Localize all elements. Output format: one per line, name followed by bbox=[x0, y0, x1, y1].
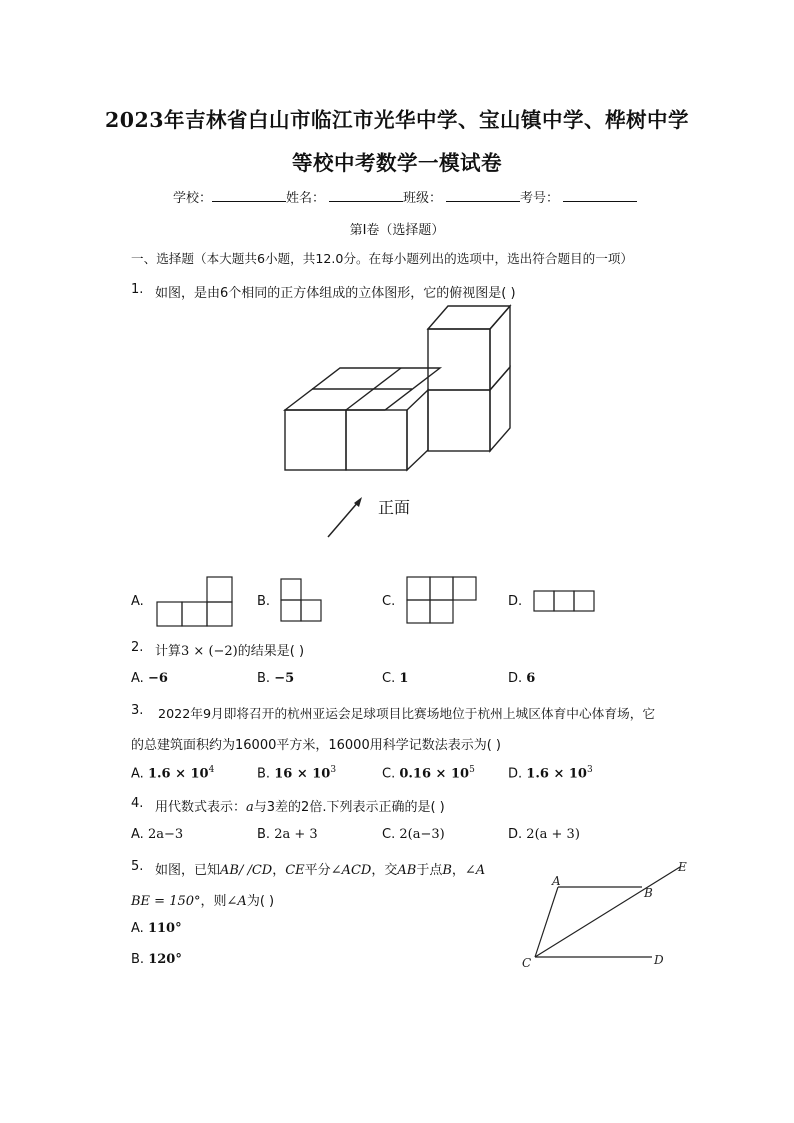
q1-option-a-letter[interactable]: A. bbox=[131, 594, 144, 609]
class-blank bbox=[446, 189, 520, 202]
option-exponent: 4 bbox=[208, 765, 215, 775]
q4-stem-tail: 与3差的2倍.下列表示正确的是( ) bbox=[253, 800, 445, 815]
option-letter: D. bbox=[508, 671, 523, 686]
q5-text: 为( ) bbox=[246, 894, 275, 909]
option-exponent: 5 bbox=[469, 765, 475, 775]
q5-math: ∠A bbox=[464, 863, 486, 878]
q5-number: 5. bbox=[131, 859, 144, 874]
option-mantissa: 0.16 × 10 bbox=[399, 766, 470, 782]
option-mantissa: 16 × 10 bbox=[274, 766, 331, 782]
q5-math: CE bbox=[285, 863, 305, 878]
q1-stem: 如图，是由6个相同的正方体组成的立体图形，它的俯视图是( ) bbox=[155, 286, 516, 301]
option-letter: D. bbox=[508, 766, 523, 782]
option-value: 6 bbox=[526, 671, 536, 686]
option-value: 2(a + 3) bbox=[526, 827, 580, 842]
q1-option-c-figure bbox=[406, 576, 478, 626]
option-value: 110° bbox=[147, 921, 182, 936]
q5-stem-line2 bbox=[131, 890, 274, 909]
exam-title-line2: 等校中考数学一模试卷 bbox=[292, 151, 502, 175]
option-value: 120° bbox=[148, 952, 182, 967]
q4-option-d[interactable] bbox=[508, 827, 580, 842]
q5-text: ，则 bbox=[200, 894, 227, 909]
name-label: 姓名： bbox=[286, 191, 326, 206]
option-value: 2a + 3 bbox=[274, 827, 318, 842]
q5-geometry-figure bbox=[510, 855, 710, 975]
q1-option-a-figure bbox=[156, 576, 234, 628]
q1-option-c-letter[interactable]: C. bbox=[382, 594, 396, 609]
q5-text: 如图，已知 bbox=[155, 863, 221, 878]
school-blank bbox=[212, 189, 286, 202]
q3-option-a[interactable] bbox=[131, 765, 214, 781]
q2-stem-tail: 的结果是( ) bbox=[237, 644, 305, 659]
point-b-label: B bbox=[644, 886, 653, 900]
q5-text: 于点 bbox=[416, 863, 443, 878]
option-letter: B. bbox=[257, 766, 271, 782]
q2-stem bbox=[155, 640, 304, 659]
q5-math: BE = 150° bbox=[131, 894, 201, 909]
option-letter: C. bbox=[382, 766, 396, 782]
q2-option-b[interactable] bbox=[257, 671, 294, 686]
q4-option-a[interactable] bbox=[131, 827, 183, 842]
q5-text: ，交 bbox=[371, 863, 398, 878]
q4-variable: a bbox=[246, 800, 254, 815]
front-label: 正面 bbox=[378, 498, 411, 517]
q4-option-b[interactable] bbox=[257, 827, 318, 842]
q3-option-c[interactable] bbox=[382, 765, 475, 781]
q4-stem bbox=[155, 796, 445, 815]
name-blank bbox=[329, 189, 403, 202]
front-direction-arrow-icon bbox=[325, 495, 365, 540]
q2-option-c[interactable] bbox=[382, 671, 408, 686]
q5-math: B bbox=[442, 863, 452, 878]
q3-stem-line2: 的总建筑面积约为16000平方米，16000用科学记数法表示为( ) bbox=[131, 738, 501, 753]
q5-text: 平分 bbox=[304, 863, 331, 878]
q5-option-a[interactable] bbox=[131, 921, 182, 936]
q2-option-a[interactable] bbox=[131, 671, 168, 686]
q2-stem-text: 计算 bbox=[155, 644, 182, 659]
q4-number: 4. bbox=[131, 796, 144, 811]
q1-option-d-letter[interactable]: D. bbox=[508, 594, 523, 609]
option-value: −6 bbox=[147, 671, 168, 686]
q5-math: AB/ /CD bbox=[220, 863, 273, 878]
q2-option-d[interactable] bbox=[508, 671, 535, 686]
q2-expression: 3 × (−2) bbox=[181, 644, 238, 659]
q1-option-b-letter[interactable]: B. bbox=[257, 594, 271, 609]
option-letter: C. bbox=[382, 827, 396, 842]
q1-cube-figure bbox=[280, 300, 520, 480]
q4-stem-text: 用代数式表示： bbox=[155, 800, 247, 815]
option-letter: A. bbox=[131, 827, 144, 842]
exam-title-line1: 2023年吉林省白山市临江市光华中学、宝山镇中学、桦树中学 bbox=[104, 108, 690, 132]
q5-math: AB bbox=[397, 863, 417, 878]
school-label: 学校： bbox=[173, 191, 213, 206]
option-letter: B. bbox=[131, 952, 145, 967]
q1-option-b-figure bbox=[280, 578, 324, 624]
volume-title: 第I卷（选择题） bbox=[349, 223, 445, 238]
point-c-label: C bbox=[522, 956, 532, 970]
q3-number: 3. bbox=[131, 703, 144, 718]
option-letter: A. bbox=[131, 766, 144, 782]
q4-option-c[interactable] bbox=[382, 827, 445, 842]
point-e-label: E bbox=[678, 860, 687, 874]
q3-option-b[interactable] bbox=[257, 765, 336, 781]
q3-stem-line1: 2022年9月即将召开的杭州亚运会足球项目比赛场地位于杭州上城区体育中心体育场，它 bbox=[158, 706, 656, 721]
option-letter: B. bbox=[257, 671, 271, 686]
option-exponent: 3 bbox=[586, 765, 593, 775]
student-info-line bbox=[173, 187, 637, 206]
option-mantissa: 1.6 × 10 bbox=[147, 766, 209, 782]
section-heading: 一、选择题（本大题共6小题，共12.0分。在每小题列出的选项中，选出符合题目的一项） bbox=[131, 251, 634, 266]
option-value: 2(a−3) bbox=[399, 827, 445, 842]
q5-option-b[interactable] bbox=[131, 952, 182, 967]
option-letter: A. bbox=[131, 921, 144, 936]
point-d-label: D bbox=[654, 953, 664, 967]
point-a-label: A bbox=[552, 874, 561, 888]
q3-option-d[interactable] bbox=[508, 765, 593, 781]
exam-no-label: 考号： bbox=[520, 191, 560, 206]
option-value: 1 bbox=[399, 671, 409, 686]
option-mantissa: 1.6 × 10 bbox=[526, 766, 587, 782]
q2-number: 2. bbox=[131, 640, 144, 655]
option-value: 2a−3 bbox=[147, 827, 184, 842]
class-label: 班级： bbox=[403, 191, 443, 206]
q5-math: ∠A bbox=[226, 894, 247, 909]
option-letter: B. bbox=[257, 827, 271, 842]
option-value: −5 bbox=[274, 671, 295, 686]
option-letter: A. bbox=[131, 671, 144, 686]
q5-stem-line1 bbox=[155, 859, 485, 878]
q5-math: ∠ACD bbox=[330, 863, 372, 878]
exam-no-blank bbox=[563, 189, 637, 202]
option-letter: D. bbox=[508, 827, 523, 842]
q5-text: ， bbox=[451, 863, 465, 878]
option-letter: C. bbox=[382, 671, 396, 686]
q1-option-d-figure bbox=[533, 590, 597, 614]
option-exponent: 3 bbox=[330, 765, 337, 775]
q1-number: 1. bbox=[131, 282, 144, 297]
q5-text: ， bbox=[272, 863, 286, 878]
